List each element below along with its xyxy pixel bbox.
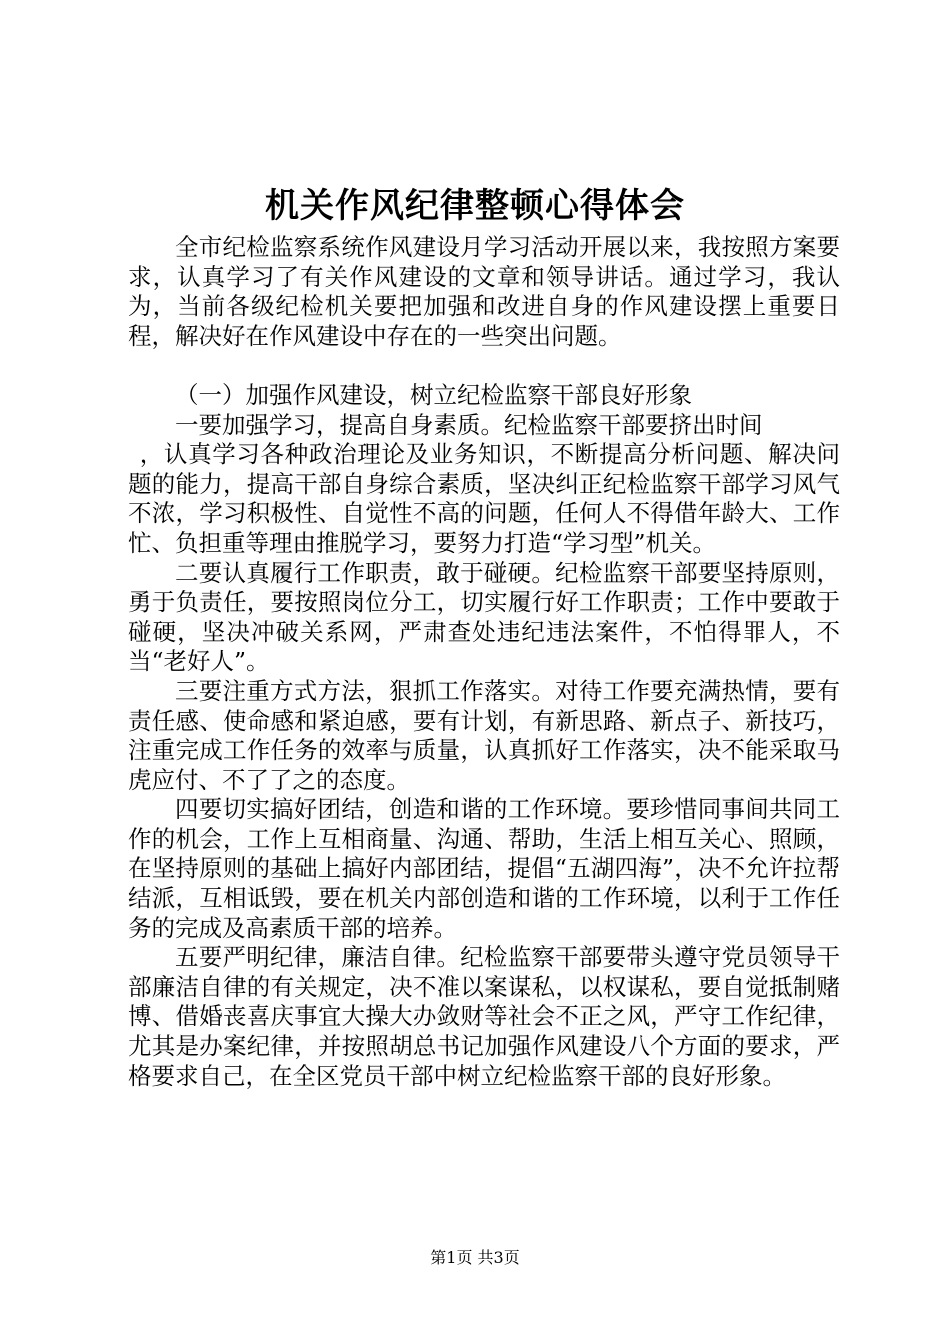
document-title: 机关作风纪律整顿心得体会 xyxy=(265,186,685,226)
paragraph-3: 三要注重方式方法，狠抓工作落实。对待工作要充满热情，要有责任感、使命感和紧迫感，要有计划，有新思路、新点子、新技巧，注重完成工作任务的效率与质量，认真抓好工作落实，决不能采取马虎应付、不了了之的态度。 xyxy=(128,676,840,794)
paragraph-2: 二要认真履行工作职责，敢于碰硬。纪检监察干部要坚持原则，勇于负责任，要按照岗位分工，切实履行好工作职责；工作中要敢于碰硬，坚决冲破关系网，严肃查处违纪违法案件，不怕得罪人，不当“老好人”。 xyxy=(128,558,840,676)
intro-paragraph: 全市纪检监察系统作风建设月学习活动开展以来，我按照方案要求，认真学习了有关作风建设的文章和领导讲话。通过学习，我认为，当前各级纪检机关要把加强和改进自身的作风建设摆上重要日程，解决好在作风建设中存在的一些突出问题。 xyxy=(128,233,840,350)
page-number-footer: 第1页 共3页 xyxy=(430,1248,520,1267)
paragraph-1: 一要加强学习，提高自身素质。纪检监察干部要挤出时间 xyxy=(175,410,763,439)
paragraph-5: 五要严明纪律，廉洁自律。纪检监察干部要带头遵守党员领导干部廉洁自律的有关规定，决不准以案谋私，以权谋私，要自觉抵制赌博、借婚丧喜庆事宜大操大办敛财等社会不正之风，严守工作纪律，尤其是办案纪律，并按照胡总书记加强作风建设八个方面的要求，严格要求自己，在全区党员干部中树立纪检监察干部的良好形象。 xyxy=(128,943,840,1090)
document-body xyxy=(128,233,840,1091)
paragraph-1-continued: ，认真学习各种政治理论及业务知识，不断提高分析问题、解决问题的能力，提高干部自身综合素质，坚决纠正纪检监察干部学习风气不浓，学习积极性、自觉性不高的问题，任何人不得借年龄大、工作忙、负担重等理由推脱学习，要努力打造“学习型”机关。 xyxy=(128,440,840,557)
paragraph-4: 四要切实搞好团结，创造和谐的工作环境。要珍惜同事间共同工作的机会，工作上互相商量、沟通、帮助，生活上相互关心、照顾，在坚持原则的基础上搞好内部团结，提倡“五湖四海”，决不允许拉帮结派，互相诋毁，要在机关内部创造和谐的工作环境，以利于工作任务的完成及高素质干部的培养。 xyxy=(128,795,840,942)
section-heading: （一）加强作风建设，树立纪检监察干部良好形象 xyxy=(175,380,692,409)
